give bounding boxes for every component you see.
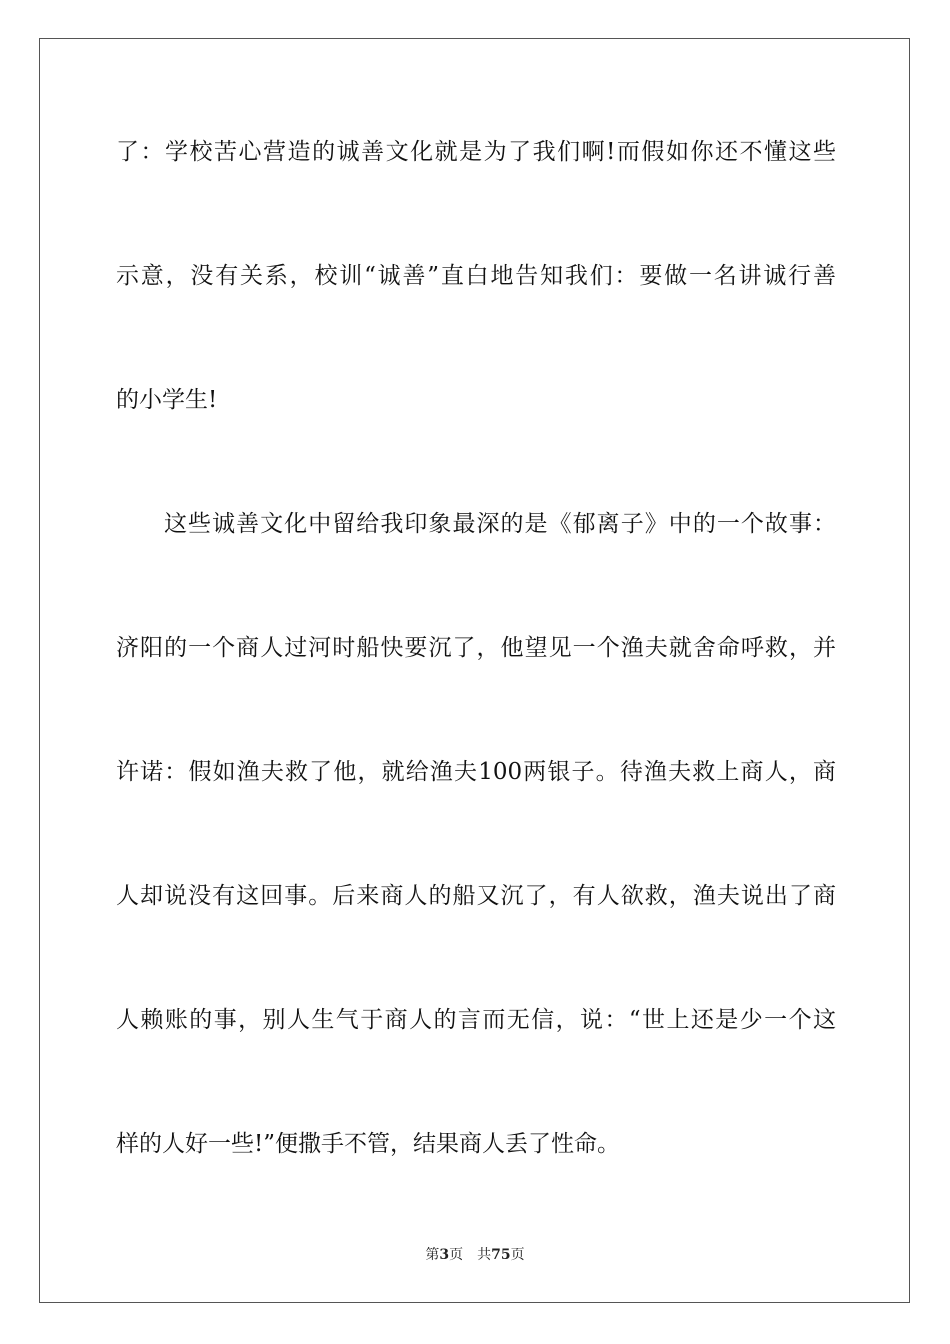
text-line-5: 济阳的一个商人过河时船快要沉了，他望见一个渔夫就舍命呼救，并 (116, 635, 836, 661)
footer-page-prefix: 第 (425, 1247, 440, 1263)
page-border (39, 38, 910, 1303)
text-line-7: 人却说没有这回事。后来商人的船又沉了，有人欲救，渔夫说出了商 (116, 883, 836, 909)
text-line-4: 这些诚善文化中留给我印象最深的是《郁离子》中的一个故事： (164, 511, 836, 537)
footer-page-suffix: 页 (449, 1247, 464, 1263)
text-line-3: 的小学生! (116, 387, 218, 413)
text-line-6: 许诺：假如渔夫救了他，就给渔夫100两银子。待渔夫救上商人，商 (116, 759, 836, 785)
page-footer (0, 1245, 950, 1265)
footer-page-number: 3 (439, 1247, 450, 1263)
footer-total-prefix: 共 (477, 1247, 492, 1263)
text-line-8: 人赖账的事，别人生气于商人的言而无信，说：“世上还是少一个这 (116, 1007, 836, 1033)
text-line-2: 示意，没有关系，校训“诚善”直白地告知我们：要做一名讲诚行善 (116, 263, 836, 289)
footer-total-suffix: 页 (510, 1247, 525, 1263)
text-line-1: 了：学校苦心营造的诚善文化就是为了我们啊!而假如你还不懂这些 (116, 139, 836, 165)
footer-total-pages: 75 (491, 1247, 511, 1263)
text-line-9: 样的人好一些!”便撒手不管，结果商人丢了性命。 (116, 1131, 621, 1157)
